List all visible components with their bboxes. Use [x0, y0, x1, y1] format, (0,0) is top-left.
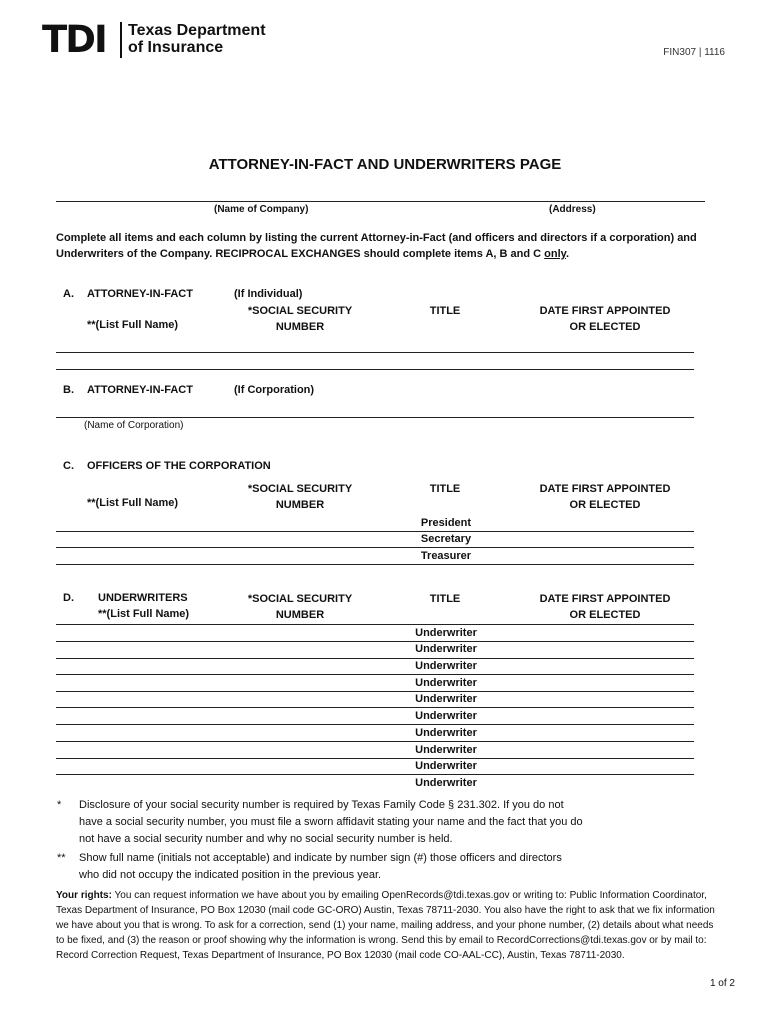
- section-c-ssn-header: [240, 481, 360, 513]
- ssn-header-line1: *SOCIAL SECURITY: [247, 483, 353, 495]
- ssn-footnote-line3: not have a social security number and why no social security number is held.: [79, 833, 453, 845]
- page-number: 1 of 2: [709, 978, 735, 989]
- officer-title-president: President: [420, 517, 472, 529]
- instructions-text: Complete all items and each column by listing the current Attorney-in-Fact (and officers and directors if a corporation) and Underwriters of the Company. RECIPROCAL EXCHANGES should complete items A, B and C: [56, 232, 697, 260]
- section-c-heading: OFFICERS OF THE CORPORATION: [87, 460, 271, 472]
- section-a-list-full-name: **(List Full Name): [87, 319, 179, 331]
- section-b-heading: ATTORNEY-IN-FACT: [87, 384, 193, 396]
- underwriter-title: Underwriter: [415, 627, 477, 639]
- section-a-row-line-2[interactable]: [56, 369, 694, 370]
- agency-line-1: Texas Department: [128, 22, 266, 39]
- name-footnote-line2: who did not occupy the indicated position in the previous year.: [79, 869, 382, 881]
- date-header-line2: OR ELECTED: [569, 609, 641, 621]
- section-d-row-line[interactable]: [56, 758, 694, 759]
- section-c-row-line[interactable]: [56, 547, 694, 548]
- underwriter-title: Underwriter: [415, 727, 477, 739]
- section-d-row-line[interactable]: [56, 724, 694, 725]
- section-d-row-line[interactable]: [56, 641, 694, 642]
- your-rights-label: Your rights:: [56, 890, 112, 901]
- underwriter-title: Underwriter: [415, 643, 477, 655]
- section-d-letter: D.: [63, 592, 74, 604]
- section-d-row-line[interactable]: [56, 624, 694, 625]
- section-d-title-header: TITLE: [429, 593, 461, 605]
- section-d-row-line[interactable]: [56, 707, 694, 708]
- date-header-line2: OR ELECTED: [569, 321, 641, 333]
- section-c-letter: C.: [63, 460, 74, 472]
- section-b-letter: B.: [63, 384, 74, 396]
- underwriter-title: Underwriter: [415, 777, 477, 789]
- section-d-row-line[interactable]: [56, 691, 694, 692]
- underwriter-title: Underwriter: [415, 760, 477, 772]
- section-a-date-header: [530, 303, 680, 335]
- section-c-date-header: [530, 481, 680, 513]
- section-c-row-line[interactable]: [56, 531, 694, 532]
- form-number: FIN307 | 1116: [663, 47, 725, 58]
- ssn-footnote: [79, 797, 699, 848]
- ssn-footnote-marker: *: [57, 799, 62, 811]
- section-c-row-line[interactable]: [56, 564, 694, 565]
- section-d-ssn-header: [240, 591, 360, 623]
- section-d-row-line[interactable]: [56, 774, 694, 775]
- section-b-corporation-line[interactable]: [56, 417, 694, 418]
- name-footnote-line1: Show full name (initials not acceptable) and indicate by number sign (#) those officers and directors: [79, 852, 562, 864]
- ssn-header-line1: *SOCIAL SECURITY: [247, 305, 353, 317]
- company-name-label: (Name of Company): [214, 204, 309, 215]
- ssn-footnote-line1: Disclosure of your social security number is required by Texas Family Code § 231.302. If you do not: [79, 799, 564, 811]
- section-a-heading: ATTORNEY-IN-FACT: [87, 288, 193, 300]
- name-footnote: [79, 850, 699, 884]
- underwriter-title: Underwriter: [415, 660, 477, 672]
- your-rights-text: You can request information we have about you by emailing OpenRecords@tdi.texas.gov or writing to: Public Information Coordinator, Texas Department of Insurance, PO Box 12030 (mail code GC-ORO) Austin, Texas 78711-2030. You also have the right to ask that we fix information we have about you that is wrong. To ask for a correction, send (1) your name, mailing address, and your phone number, (2) details about what needs to be fixed, and (3) the reason or proof showing why the information is wrong. Send this by email to RecordCorrections@tdi.texas.gov or by mail to: Record Correction Request, Texas Department of Insurance, PO Box 12030 (mail code CO-AAL-CC), Austin, Texas 78711-2030.: [56, 890, 715, 961]
- ssn-header-line2: NUMBER: [275, 321, 325, 333]
- instructions-only: only: [544, 248, 566, 260]
- section-a-letter: A.: [63, 288, 74, 300]
- ssn-header-line2: NUMBER: [275, 499, 325, 511]
- date-header-line1: DATE FIRST APPOINTED: [539, 593, 671, 605]
- instructions: [56, 230, 716, 262]
- section-d-date-header: [530, 591, 680, 623]
- tdi-logo: TDI: [42, 18, 106, 61]
- section-c-title-header: TITLE: [429, 483, 461, 495]
- section-a-ssn-header: [240, 303, 360, 335]
- ssn-header-line2: NUMBER: [275, 609, 325, 621]
- section-b-if-corporation: (If Corporation): [234, 384, 315, 396]
- underwriter-title: Underwriter: [415, 744, 477, 756]
- ssn-header-line1: *SOCIAL SECURITY: [247, 593, 353, 605]
- section-d-row-line[interactable]: [56, 741, 694, 742]
- section-b-name-label: (Name of Corporation): [84, 420, 184, 431]
- page-title: ATTORNEY-IN-FACT AND UNDERWRITERS PAGE: [208, 156, 562, 173]
- section-d-heading: UNDERWRITERS: [98, 592, 188, 604]
- officer-title-secretary: Secretary: [420, 533, 472, 545]
- instructions-end: .: [565, 248, 570, 260]
- section-d-row-line[interactable]: [56, 658, 694, 659]
- company-address-label: (Address): [549, 204, 596, 215]
- your-rights-notice: [56, 888, 721, 963]
- name-footnote-marker: **: [57, 852, 66, 864]
- section-a-row-line-1[interactable]: [56, 352, 694, 353]
- ssn-footnote-line2: have a social security number, you must file a sworn affidavit stating your name and the fact that you do: [79, 816, 583, 828]
- officer-title-treasurer: Treasurer: [420, 550, 472, 562]
- date-header-line2: OR ELECTED: [569, 499, 641, 511]
- logo-divider: [120, 22, 122, 58]
- agency-name: [128, 22, 266, 56]
- section-a-if-individual: (If Individual): [234, 288, 303, 300]
- underwriter-title: Underwriter: [415, 693, 477, 705]
- section-c-list-full-name: **(List Full Name): [87, 497, 179, 509]
- date-header-line1: DATE FIRST APPOINTED: [539, 483, 671, 495]
- section-d-row-line[interactable]: [56, 674, 694, 675]
- agency-line-2: of Insurance: [128, 39, 224, 56]
- date-header-line1: DATE FIRST APPOINTED: [539, 305, 671, 317]
- section-a-title-header: TITLE: [429, 305, 461, 317]
- underwriter-title: Underwriter: [415, 710, 477, 722]
- underwriter-title: Underwriter: [415, 677, 477, 689]
- section-d-list-full-name: **(List Full Name): [98, 608, 190, 620]
- company-line[interactable]: [56, 201, 705, 202]
